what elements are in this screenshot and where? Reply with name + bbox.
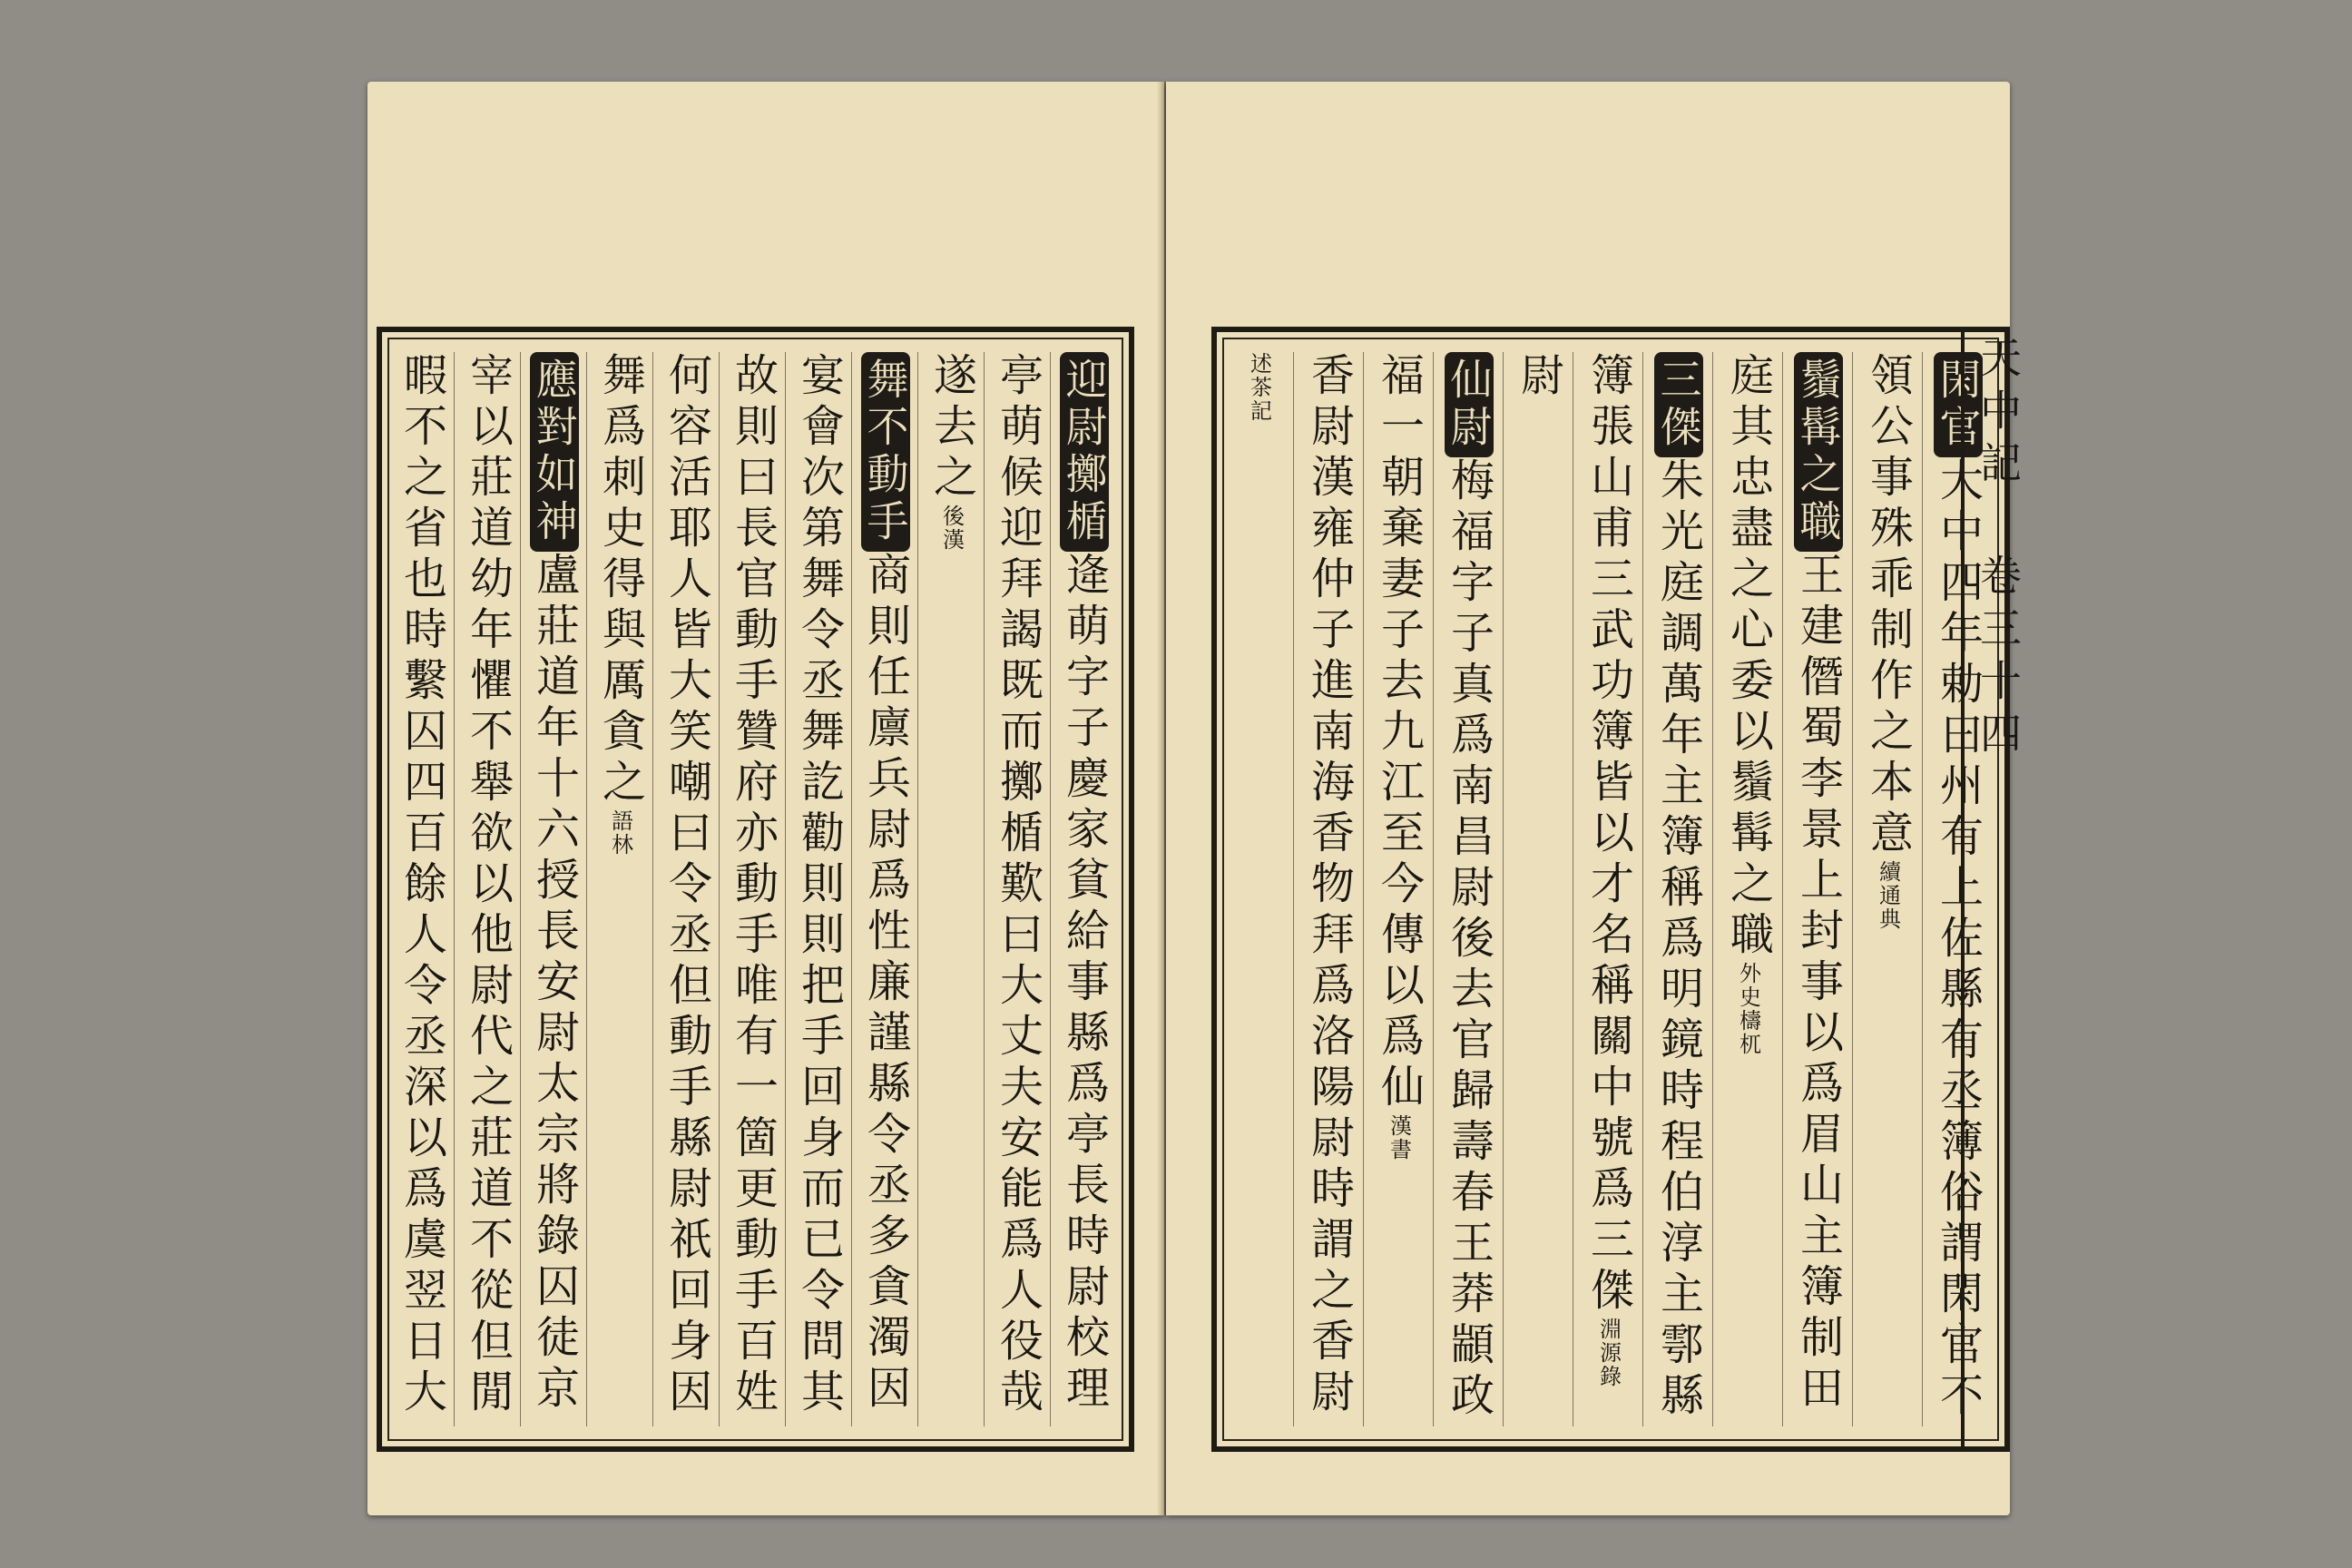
body-text: 宰以莊道幼年懼不舉欲以他尉代之莊道不從但閒 bbox=[462, 352, 514, 1419]
body-text: 逄萌字子慶家貧給事縣爲亭長時尉校理 bbox=[1058, 552, 1110, 1416]
body-text: 尉 bbox=[1513, 352, 1564, 403]
source-note: 語林 bbox=[607, 809, 633, 857]
body-text: 簿張山甫三武功簿皆以才名稱關中號爲三傑 bbox=[1583, 352, 1634, 1318]
column-text bbox=[927, 352, 976, 552]
column-text bbox=[662, 352, 711, 1419]
right-page bbox=[1166, 82, 2023, 1515]
column-text bbox=[994, 352, 1043, 1419]
right-page-column bbox=[1433, 352, 1504, 1426]
right-page-column bbox=[1293, 352, 1364, 1426]
body-text: 故則曰長官動手贊府亦動手唯有一箇更動手百姓 bbox=[727, 352, 779, 1419]
right-page-column bbox=[1852, 352, 1923, 1426]
left-page-column bbox=[917, 352, 985, 1426]
left-page-column bbox=[1050, 352, 1117, 1426]
right-edge-title: 天中記 卷三十四 bbox=[1974, 336, 2023, 764]
source-note: 外史檮杌 bbox=[1735, 962, 1761, 1056]
column-text bbox=[397, 352, 446, 1419]
left-page-column bbox=[454, 352, 521, 1426]
right-page-column bbox=[1712, 352, 1783, 1426]
left-page-column bbox=[785, 352, 852, 1426]
body-text: 宴會次第舞令丞舞訖勸則則把手回身而已令問其 bbox=[793, 352, 845, 1419]
left-page bbox=[368, 82, 1164, 1515]
heading-tag: 舞不動手 bbox=[861, 352, 910, 552]
left-page-column bbox=[984, 352, 1051, 1426]
column-text bbox=[596, 352, 645, 857]
right-page-edge-strip bbox=[1961, 327, 2023, 1452]
body-text: 朱光庭調萬年主簿稱爲明鏡時程伯淳主鄠縣 bbox=[1652, 457, 1704, 1423]
column-text bbox=[1724, 352, 1773, 1056]
body-text: 福一朝棄妻子去九江至今傳以爲仙 bbox=[1373, 352, 1425, 1114]
column-text bbox=[530, 352, 579, 1416]
body-text: 盧莊道年十六授長安尉太宗將錄囚徒京 bbox=[528, 552, 580, 1416]
column-text bbox=[1305, 352, 1354, 1419]
body-text: 梅福字子真爲南昌尉後去官歸壽春王莽顓政 bbox=[1443, 457, 1494, 1423]
heading-tag: 閑官 bbox=[1934, 352, 1983, 457]
column-text bbox=[861, 352, 910, 1416]
left-page-column bbox=[586, 352, 653, 1426]
source-note: 續通典 bbox=[1875, 860, 1901, 931]
heading-tag: 三傑 bbox=[1654, 352, 1703, 457]
left-page-column bbox=[387, 352, 455, 1426]
left-page-column bbox=[719, 352, 786, 1426]
column-text bbox=[464, 352, 513, 1419]
column-text bbox=[1654, 352, 1703, 1423]
body-text: 暇不之省也時繫囚四百餘人令丞深以爲虞翌日大 bbox=[396, 352, 447, 1419]
left-page-column bbox=[652, 352, 720, 1426]
body-text: 大中四年勅曰州有上佐縣有丞簿俗謂閑官不 bbox=[1932, 457, 1984, 1423]
body-text: 舞爲刺史得與厲貪之 bbox=[594, 352, 646, 809]
body-text: 領公事殊乖制作之本意 bbox=[1862, 352, 1914, 860]
body-text: 亭萌候迎拜謁既而擲楯歎曰大丈夫安能爲人役哉 bbox=[992, 352, 1044, 1419]
body-text: 遂去之 bbox=[926, 352, 977, 505]
body-text: 庭其忠盡之心委以鬚髯之職 bbox=[1722, 352, 1774, 962]
column-text bbox=[1235, 352, 1284, 423]
column-text bbox=[1584, 352, 1633, 1388]
source-note: 述茶記 bbox=[1246, 352, 1272, 423]
column-text bbox=[1794, 352, 1843, 1416]
heading-tag: 應對如神 bbox=[530, 352, 579, 552]
body-text: 王建僭蜀李景上封事以爲眉山主簿制田 bbox=[1792, 552, 1844, 1416]
book-spread bbox=[368, 82, 2023, 1515]
right-page-column bbox=[1223, 352, 1294, 1426]
column-text bbox=[1514, 352, 1563, 403]
right-text-frame bbox=[1211, 327, 2010, 1452]
right-page-column bbox=[1503, 352, 1573, 1426]
source-note: 漢書 bbox=[1386, 1114, 1412, 1161]
right-page-column bbox=[1573, 352, 1643, 1426]
column-text bbox=[795, 352, 844, 1419]
left-page-column bbox=[520, 352, 587, 1426]
right-page-column bbox=[1642, 352, 1713, 1426]
source-note: 淵源錄 bbox=[1595, 1318, 1622, 1388]
left-page-column bbox=[851, 352, 918, 1426]
source-note: 後漢 bbox=[938, 505, 965, 552]
right-page-column bbox=[1782, 352, 1853, 1426]
heading-tag: 仙尉 bbox=[1445, 352, 1494, 457]
heading-tag: 迎尉擲楯 bbox=[1060, 352, 1109, 552]
right-page-column bbox=[1363, 352, 1434, 1426]
left-text-frame bbox=[377, 327, 1134, 1452]
column-text bbox=[1864, 352, 1913, 931]
body-text: 何容活耶人皆大笑嘲曰令丞但動手縣尉祇回身因 bbox=[661, 352, 712, 1419]
column-text bbox=[1375, 352, 1424, 1161]
column-text bbox=[1445, 352, 1494, 1423]
heading-tag: 鬚髯之職 bbox=[1794, 352, 1843, 552]
column-text bbox=[729, 352, 778, 1419]
body-text: 香尉漢雍仲子進南海香物拜爲洛陽尉時謂之香尉 bbox=[1303, 352, 1355, 1419]
column-text bbox=[1060, 352, 1109, 1416]
body-text: 商則任廪兵尉爲性廉謹縣令丞多貪濁因 bbox=[859, 552, 911, 1416]
